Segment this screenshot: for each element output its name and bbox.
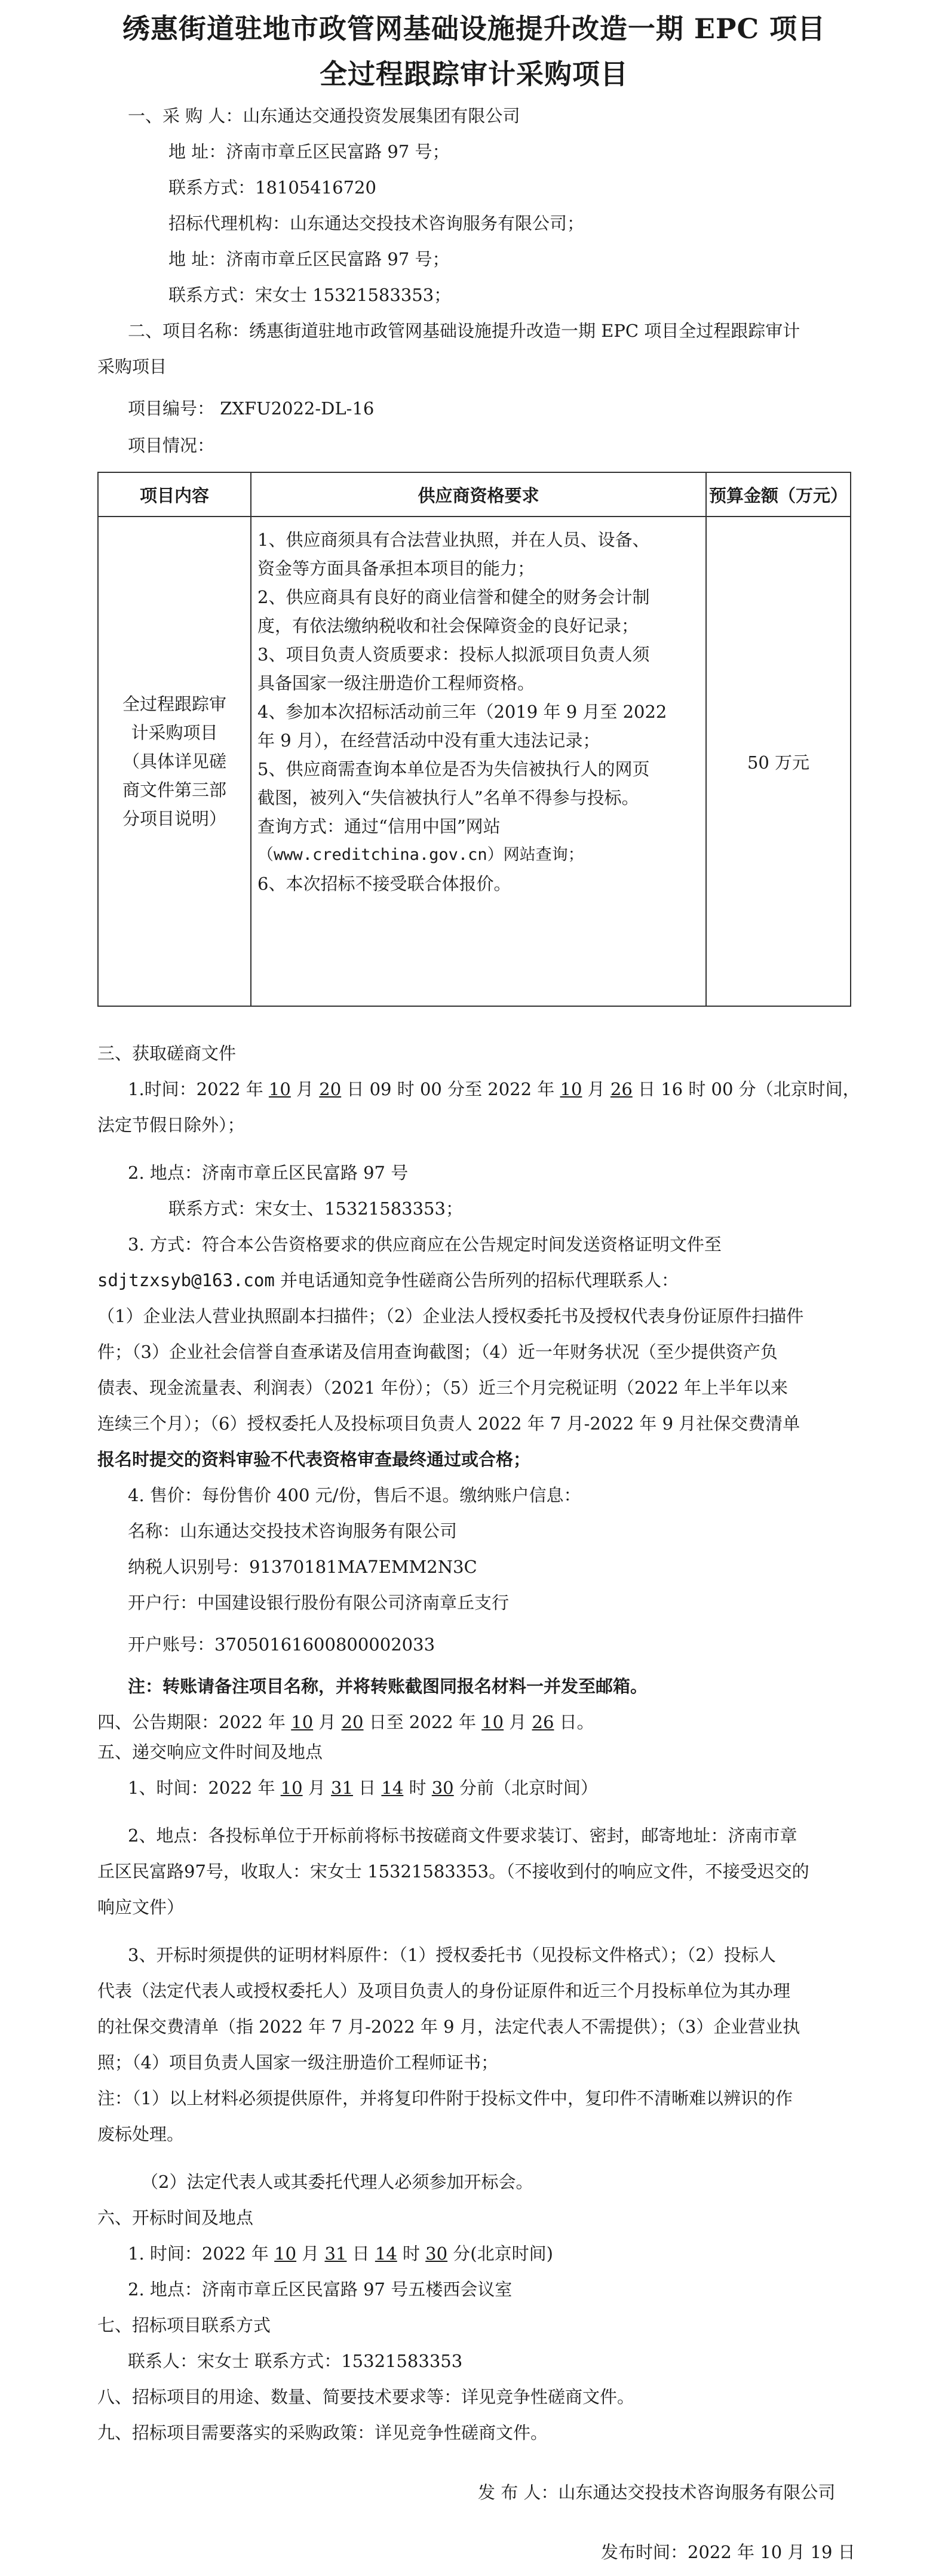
text: 月 (290, 1079, 320, 1099)
text: 日 16 时 00 分（北京时间， (632, 1079, 860, 1099)
content-line: 全过程跟踪审 (122, 694, 226, 714)
account-tax-id: 纳税人识别号：91370181MA7EMM2N3C (128, 1557, 477, 1577)
docs-line: 连续三个月）；（6）授权委托人及投标项目负责人 2022 年 7 月-2022 年 9 月社保交费清单 (97, 1413, 800, 1434)
day: 20 (341, 1712, 364, 1732)
contact-line: 联系人：宋女士 联系方式：15321583353 (128, 2351, 463, 2371)
minute: 30 (425, 2243, 448, 2264)
note-line: 注：（1）以上材料必须提供原件，并将复印件附于投标文件中，复印件不清晰难以辨识的作 (97, 2088, 793, 2108)
text: 日。 (554, 1712, 594, 1732)
text: 日 (346, 2243, 375, 2264)
project-name-line-2: 采购项目 (97, 356, 167, 377)
submit-place-line: 2、地点：各投标单位于开标前将标书按磋商文件要求装订、密封，邮寄地址：济南市章 (128, 1825, 797, 1846)
text: 1、时间：2022 年 (128, 1778, 281, 1798)
content-line: 商文件第三部 (122, 780, 226, 800)
obtain-place: 2. 地点：济南市章丘区民富路 97 号 (128, 1163, 409, 1183)
month: 10 (291, 1712, 314, 1732)
text: 时 (403, 1778, 432, 1798)
section-3-heading: 三、获取磋商文件 (97, 1043, 237, 1063)
text: 月 (582, 1079, 610, 1099)
account-name: 名称：山东通达交投技术咨询服务有限公司 (128, 1521, 458, 1541)
requirement-line: 4、参加本次招标活动前三年（2019 年 9 月至 2022 (257, 702, 667, 722)
title-line-2: 全过程跟踪审计采购项目 (320, 58, 628, 90)
month: 10 (268, 1079, 291, 1099)
content-line: （具体详见磋 (122, 751, 226, 771)
table-row (98, 517, 851, 1006)
month: 10 (481, 1712, 504, 1732)
purchaser-address: 地 址：济南市章丘区民富路 97 号； (168, 142, 450, 162)
note-line: 废标处理。 (97, 2124, 185, 2144)
project-table (97, 472, 851, 1007)
requirement-line: 年 9 月），在经营活动中没有重大违法记录； (257, 730, 600, 751)
publisher-line: 发 布 人：山东通达交投技术咨询服务有限公司 (478, 2482, 836, 2503)
original-docs-line: 照；（4）项目负责人国家一级注册造价工程师证书； (97, 2052, 498, 2073)
text: 日 (352, 1778, 382, 1798)
hour: 14 (381, 1778, 404, 1798)
account-bank: 开户行：中国建设银行股份有限公司济南章丘支行 (128, 1593, 510, 1613)
minute: 30 (431, 1778, 454, 1798)
month: 10 (274, 2243, 297, 2264)
purchaser-line: 一、采 购 人：山东通达交通投资发展集团有限公司 (128, 106, 520, 126)
title-line-1: 绣惠街道驻地市政管网基础设施提升改造一期 EPC 项目 (122, 13, 826, 45)
agency-line: 招标代理机构：山东通达交投技术咨询服务有限公司； (168, 213, 585, 233)
text: 分(北京时间) (447, 2243, 553, 2264)
requirement-line: 具备国家一级注册造价工程师资格。 (257, 673, 535, 693)
publish-date: 发布时间：2022 年 10 月 19 日 (601, 2542, 855, 2562)
obtain-method-line-2 (97, 1268, 679, 1292)
text: 时 (397, 2243, 426, 2264)
text: 四、公告期限：2022 年 (97, 1712, 292, 1732)
text: 分前（北京时间） (453, 1778, 598, 1798)
requirements-cell (251, 517, 706, 1006)
requirement-line: 5、供应商需查询本单位是否为失信被执行人的网页 (257, 759, 650, 779)
section-8: 八、招标项目的用途、数量、简要技术要求等：详见竞争性磋商文件。 (97, 2387, 635, 2407)
opening-time (128, 2242, 553, 2265)
text: 1. 时间：2022 年 (128, 2243, 275, 2264)
review-note: 报名时提交的资料审验不代表资格审查最终通过或合格； (97, 1449, 531, 1470)
requirement-line: （www.creditchina.gov.cn）网站查询； (257, 846, 584, 864)
day: 26 (610, 1079, 633, 1099)
docs-line: 债表、现金流量表、利润表）（2021 年份）；（5）近三个月完税证明（2022 年上半年以来 (97, 1378, 788, 1398)
section-6-heading: 六、开标时间及地点 (97, 2208, 254, 2228)
purchaser-contact: 联系方式：18105416720 (168, 177, 376, 198)
docs-line: （1）企业法人营业执照副本扫描件；（2）企业法人授权委托书及授权代表身份证原件扫描件 (97, 1306, 804, 1326)
text: 月 (313, 1712, 342, 1732)
requirement-line: 截图，被列入“失信被执行人”名单不得参与投标。 (257, 788, 639, 808)
requirement-line: 度，有依法缴纳税收和社会保障资金的良好记录； (257, 616, 639, 636)
agency-address: 地 址：济南市章丘区民富路 97 号； (168, 249, 450, 269)
day: 26 (532, 1712, 554, 1732)
table-header-row (98, 472, 851, 517)
obtain-time-line-2: 法定节假日除外）； (97, 1115, 245, 1135)
content-line: 分项目说明） (122, 809, 226, 829)
text: 月 (302, 1778, 332, 1798)
requirement-line: 资金等方面具备承担本项目的能力； (257, 558, 535, 579)
table-header-requirements: 供应商资格要求 (251, 472, 706, 517)
project-content-cell (98, 517, 251, 1006)
docs-line: 件；（3）企业社会信誉自查承诺及信用查询截图；（4）近一年财务状况（至少提供资产负 (97, 1342, 778, 1362)
obtain-time-line (128, 1077, 860, 1101)
requirement-line: 1、供应商须具有合法营业执照，并在人员、设备、 (257, 530, 650, 550)
text: 月 (504, 1712, 532, 1732)
announcement-period (97, 1710, 594, 1734)
original-docs-line: 代表（法定代表人或授权委托人）及项目负责人的身份证原件和近三个月投标单位为其办理 (97, 1981, 791, 2001)
day: 31 (331, 1778, 353, 1798)
project-number: 项目编号： ZXFU2022-DL-16 (128, 398, 375, 419)
requirement-line: 6、本次招标不接受联合体报价。 (257, 874, 511, 894)
submit-place-line: 响应文件） (97, 1897, 185, 1917)
project-name-line-1: 二、项目名称：绣惠街道驻地市政管网基础设施提升改造一期 EPC 项目全过程跟踪审计 (128, 321, 800, 341)
price-line: 4. 售价：每份售价 400 元/份，售后不退。缴纳账户信息： (128, 1485, 581, 1505)
original-docs-line: 的社保交费清单（指 2022 年 7 月-2022 年 9 月，法定代表人不需提供）；（3）企业营业执 (97, 2016, 800, 2037)
requirement-line: 2、供应商具有良好的商业信誉和健全的财务会计制 (257, 587, 650, 607)
obtain-contact: 联系方式：宋女士、15321583353； (168, 1198, 463, 1219)
requirement-line: 查询方式：通过“信用中国”网站 (257, 816, 501, 837)
section-5-heading: 五、递交响应文件时间及地点 (97, 1742, 323, 1762)
hour: 14 (375, 2243, 397, 2264)
text: 1.时间：2022 年 (128, 1079, 269, 1099)
original-docs-line: 3、开标时须提供的证明材料原件：（1）授权委托书（见投标文件格式）；（2）投标人 (128, 1945, 776, 1965)
month: 10 (280, 1778, 303, 1798)
content-line: 计采购项目 (131, 723, 218, 743)
text: 并电话通知竞争性磋商公告所列的招标代理联系人： (274, 1270, 679, 1290)
project-situation-label: 项目情况： (128, 435, 215, 456)
email-link[interactable]: sdjtzxsyb@163.com (97, 1270, 275, 1290)
submit-place-line: 丘区民富路97号，收取人：宋女士 15321583353。（不接收到付的响应文件，不接受迟交的 (97, 1861, 809, 1882)
table-header-content: 项目内容 (98, 472, 251, 517)
section-7-heading: 七、招标项目联系方式 (97, 2315, 271, 2335)
submit-time (128, 1776, 598, 1800)
account-number: 开户账号：37050161600800002033 (128, 1634, 435, 1655)
day: 20 (319, 1079, 342, 1099)
obtain-method-line-1: 3. 方式：符合本公告资格要求的供应商应在公告规定时间发送资格证明文件至 (128, 1234, 722, 1255)
day: 31 (324, 2243, 347, 2264)
text: 月 (296, 2243, 325, 2264)
opening-place: 2. 地点：济南市章丘区民富路 97 号五楼西会议室 (128, 2279, 513, 2300)
section-9: 九、招标项目需要落实的采购政策：详见竞争性磋商文件。 (97, 2423, 548, 2443)
month: 10 (560, 1079, 582, 1099)
requirement-line: 3、项目负责人资质要求：投标人拟派项目负责人须 (257, 644, 650, 665)
text: 日至 2022 年 (363, 1712, 482, 1732)
budget-cell: 50 万元 (706, 517, 851, 1006)
note-2: （2）法定代表人或其委托代理人必须参加开标会。 (141, 2172, 533, 2192)
agency-contact: 联系方式：宋女士 15321583353； (168, 285, 452, 305)
transfer-note: 注：转账请备注项目名称，并将转账截图同报名材料一并发至邮箱。 (128, 1676, 648, 1696)
text: 日 09 时 00 分至 2022 年 (341, 1079, 560, 1099)
table-header-budget: 预算金额（万元） (706, 472, 851, 517)
